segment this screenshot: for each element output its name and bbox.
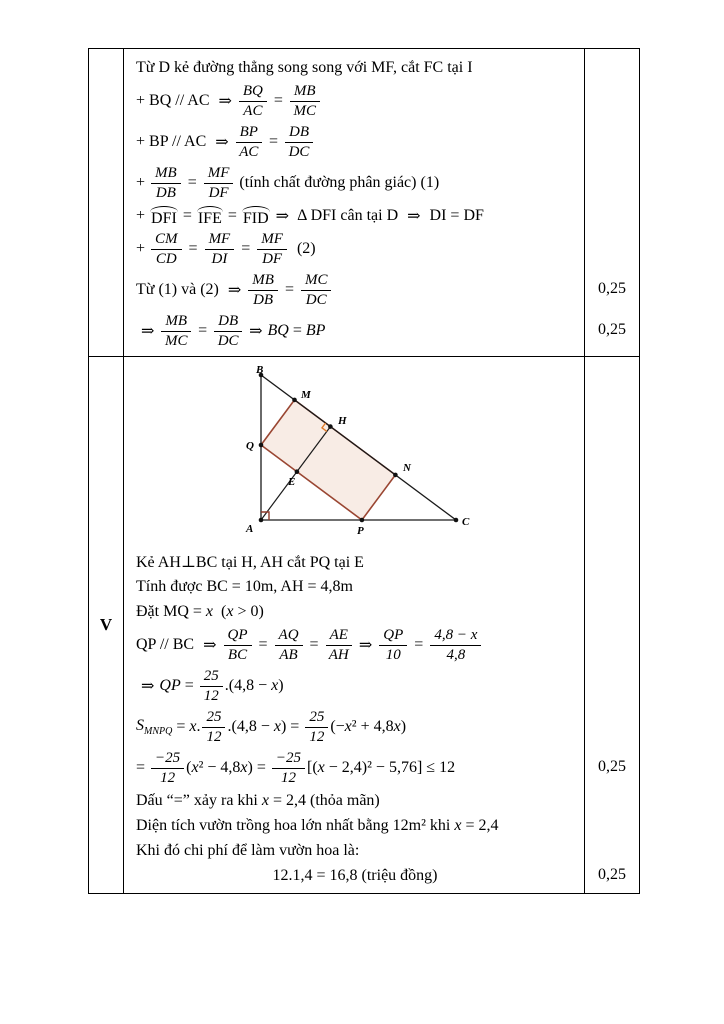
score-column-cell [584,357,639,893]
text-run: = [180,677,198,694]
operator: ⇒ [227,282,242,299]
operator: ⇒ [203,637,217,654]
solution-line [136,839,574,863]
solution-line [136,864,574,888]
geometry-figure-wrap [231,365,574,544]
angle-notation: IFE [196,206,224,227]
text-run: Kẻ AH⊥BC tại H, AH cắt PQ tại E [136,554,364,571]
operator: = [268,133,278,150]
text-run: .(4,8 − [224,677,272,694]
text-run: + [136,240,150,257]
fraction: $\frac{4,8 - x}{4,8}$ [430,627,481,663]
text-run: ) [400,718,407,735]
text-run: (2) [288,240,316,257]
fraction: $\frac{DB}{DC}$ [285,124,313,160]
math-text: x [205,603,214,620]
operator: ⇒ [275,208,290,225]
point-dot [292,398,297,403]
point-dot [393,473,398,478]
score-column-cell [584,49,639,356]
operator: ⇒ [249,323,263,340]
point-dot [328,424,333,429]
solution-line [136,163,574,203]
fraction: $\frac{QP}{10}$ [379,627,407,663]
text-run: Khi đó chi phí để làm vườn hoa là: [136,842,360,859]
fraction: $\frac{AE}{AH}$ [326,627,352,663]
math-text: x [271,677,279,694]
point-label-q: Q [246,440,254,452]
math-text: x [226,603,234,620]
fraction: $\frac{BQ}{AC}$ [239,83,267,119]
text-run: ) = [247,759,270,776]
fraction: $\frac{DB}{DC}$ [214,313,242,349]
text-run: ) [278,677,284,694]
math-text: x [189,718,197,735]
fraction: $\frac{MF}{DI}$ [205,231,235,267]
math-text: x [454,817,462,834]
fraction: $\frac{MB}{DB}$ [248,272,278,308]
text-run: QP // BC [136,636,199,653]
solution-line [136,666,574,706]
math-text: x [261,792,269,809]
text-run: Δ DFI cân tại D [294,207,403,224]
solution-cell [124,49,584,356]
text-run: > 0) [233,603,264,620]
fraction: $\frac{AQ}{AB}$ [275,627,303,663]
operator: = [187,174,197,191]
text-run: = [172,718,190,735]
operator: ⇒ [215,134,229,151]
text-run: ( [213,603,227,620]
score-value: 0,25 [598,321,626,338]
text-run: = [136,759,150,776]
text-run: + [136,174,150,191]
operator: = [414,636,424,653]
solution-content [136,550,574,888]
point-label-p: P [357,525,364,537]
question-label-cell [89,357,124,893]
point-label-m: M [301,389,311,401]
text-run: .(4,8 − [227,718,274,735]
math-text: x [317,759,325,776]
fraction: $\frac{MB}{DB}$ [151,165,181,201]
solution-line [136,600,574,624]
fraction: $\frac{QP}{BC}$ [224,627,252,663]
text-run: Dấu “=” xảy ra khi [136,792,262,809]
operator: = [309,636,319,653]
point-label-b: B [256,365,264,376]
question-label-cell [89,49,124,356]
fraction: $\frac{MB}{MC}$ [161,313,191,349]
operator: = [258,636,268,653]
score-value: 0,25 [598,758,626,775]
operator: ⇒ [141,323,155,340]
point-label-n: N [403,462,411,474]
point-dot [259,443,264,448]
point-dot [259,518,264,523]
text-run: ² + 4,8 [351,718,394,735]
question-label: V [99,615,113,634]
fraction: $\frac{MB}{MC}$ [290,83,320,119]
geometry-figure [231,365,471,539]
text-run: = [288,322,306,339]
math-text: x [273,718,281,735]
text-run: + [136,207,150,224]
fraction: $\frac{25}{12}$ [202,709,225,745]
text-run: + BP // AC [136,133,211,150]
solution-line [136,81,574,121]
solution-line [136,789,574,813]
math-text: x [393,718,401,735]
operator: = [273,92,283,109]
angle-notation: DFI [149,206,179,227]
operator: ⇒ [358,637,373,654]
angle-notation: FID [241,206,271,227]
solution-line [136,748,574,788]
table-row [89,356,639,893]
text-run: ² − 4,8 [198,759,241,776]
text-run: [( [307,759,318,776]
math-text: x [240,759,248,776]
fraction: $\frac{CM}{CD}$ [151,231,182,267]
answer-key-table [88,48,640,894]
solution-line [136,204,574,228]
solution-line [136,229,574,269]
operator: = [241,240,251,257]
solution-line [136,550,574,574]
text-run: Đặt MQ = [136,603,206,620]
text-run: = [178,207,196,224]
text-run: Tính được BC = 10m, AH = 4,8m [136,578,353,595]
text-run: ( [186,759,192,776]
math-subscript: $S_{MNPQ}$ [136,716,173,738]
operator: ⇒ [218,93,232,110]
solution-line [136,707,574,747]
math-text: BP [305,322,326,339]
text-run: (tính chất đường phân giác) (1) [235,174,440,191]
math-text: x [344,718,352,735]
math-text: x [191,759,199,776]
math-text: BQ [267,322,289,339]
text-run: Từ D kẻ đường thẳng song song với MF, cắt FC tại I [136,59,473,76]
fraction: $\frac{MF}{DF}$ [257,231,287,267]
operator: = [188,240,198,257]
operator: = [198,322,208,339]
text-run: − 2,4)² − 5,76] ≤ 12 [324,759,456,776]
point-label-e: E [288,476,296,488]
score-value: 0,25 [598,866,626,883]
point-dot [295,469,300,474]
text-run: Từ (1) và (2) [136,281,223,298]
point-dot [360,518,365,523]
solution-cell [124,357,584,893]
solution-line [136,122,574,162]
solution-line [136,575,574,599]
solution-line [136,625,574,665]
text-run: = [223,207,241,224]
point-label-c: C [462,516,470,528]
point-dot [454,518,459,523]
operator: = [284,281,294,298]
solution-line [136,814,574,838]
fraction: $\frac{-25}{12}$ [151,750,184,786]
text-run: DI = DF [425,207,484,224]
solution-line [136,56,574,80]
operator: ⇒ [407,208,421,225]
math-text: QP [159,677,181,694]
text-run: (− [330,718,345,735]
solution-line [136,270,574,310]
fraction: $\frac{BP}{AC}$ [236,124,262,160]
text-run: = 2,4 [461,817,499,834]
text-run: Diện tích vườn trồng hoa lớn nhất bằng 12m² khi [136,817,455,834]
text-run: = 2,4 (thỏa mãn) [268,792,380,809]
text-run: . [196,718,201,735]
fraction: $\frac{25}{12}$ [200,668,223,704]
solution-content [136,56,574,351]
score-value: 0,25 [598,280,626,297]
text-run: 12.1,4 = 16,8 (triệu đồng) [272,867,438,884]
fraction: $\frac{MF}{DF}$ [204,165,234,201]
table-row [89,49,639,356]
fraction: $\frac{-25}{12}$ [272,750,305,786]
fraction: $\frac{MC}{DC}$ [301,272,332,308]
text-run: ) = [280,718,304,735]
fraction: $\frac{25}{12}$ [305,709,328,745]
solution-line [136,311,574,351]
operator: ⇒ [141,678,155,695]
point-label-h: H [338,415,347,427]
text-run: + BQ // AC [136,92,214,109]
point-label-a: A [246,523,254,535]
